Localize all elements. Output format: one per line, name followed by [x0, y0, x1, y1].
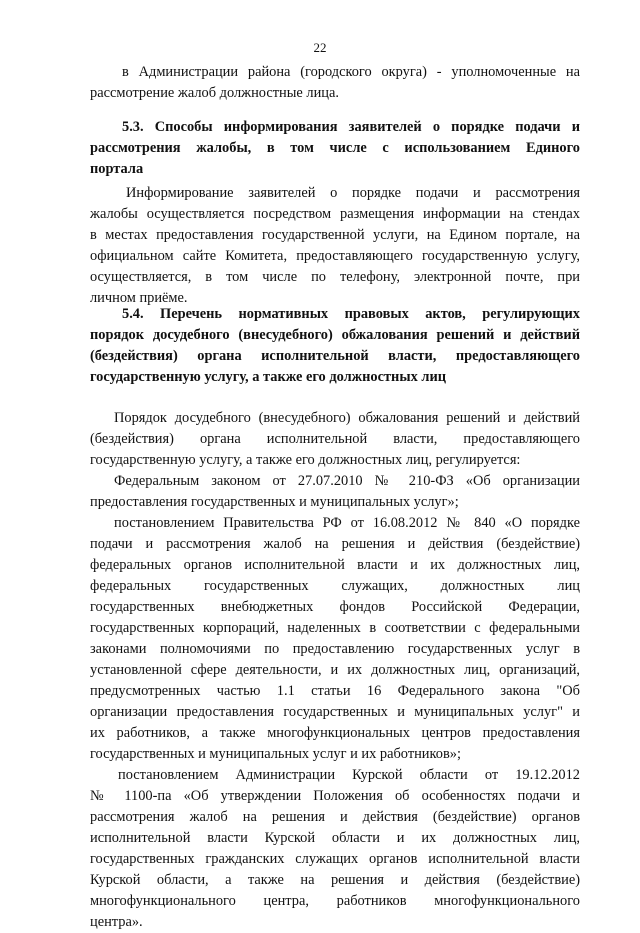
text-line: официальном сайте Комитета, предоставляющего государственную услугу, [90, 248, 580, 264]
text-line: № 1100-па «Об утверждении Положения об особенностях подачи и [90, 788, 580, 804]
text-line: рассмотрение жалоб должностные лица. [90, 85, 339, 101]
text-line: постановлением Правительства РФ от 16.08.2012 № 840 «О порядке [114, 515, 580, 531]
text-line: государственную услугу, а также его должностных лиц, регулируется: [90, 452, 521, 468]
heading-line: порядок досудебного (внесудебного) обжалования решений и действий [90, 327, 580, 343]
text-line: федеральных государственных служащих, должностных лиц [90, 578, 580, 594]
text-line: государственных гражданских служащих органов исполнительной власти [90, 851, 580, 867]
text-line: государственных корпораций, наделенных в соответствии с федеральными [90, 620, 580, 636]
text-line: государственных внебюджетных фондов Российской Федерации, [90, 599, 580, 615]
text-line: рассмотрения жалоб на решения и действия (бездействие) органов [90, 809, 580, 825]
text-line: организации предоставления государственных и муниципальных услуг" и [90, 704, 580, 720]
heading-line: портала [90, 161, 144, 177]
section-5-4-heading [90, 304, 580, 388]
heading-line: (бездействия) органа исполнительной власти, предоставляющего [90, 348, 580, 364]
text-line: в местах предоставления государственной услуги, на Едином портале, на [90, 227, 580, 243]
text-line: Порядок досудебного (внесудебного) обжалования решений и действий [114, 410, 580, 426]
text-line: их работников, а также многофункциональных центров предоставления [90, 725, 580, 741]
text-line: Федеральным законом от 27.07.2010 № 210-ФЗ «Об организации [114, 473, 580, 489]
text-line: федеральных органов исполнительной власти и их должностных лиц, [90, 557, 580, 573]
text-line: в Администрации района (городского округа) - уполномоченные на [122, 64, 580, 80]
text-line: постановлением Администрации Курской области от 19.12.2012 [118, 767, 580, 783]
page-number: 22 [313, 40, 327, 55]
heading-line: 5.3. Способы информирования заявителей о порядке подачи и [122, 119, 580, 135]
text-line: Информирование заявителей о порядке подачи и рассмотрения [126, 185, 580, 201]
section-5-3-heading [90, 117, 580, 180]
text-line: государственных и муниципальных услуг и их работников»; [90, 746, 461, 762]
heading-line: 5.4. Перечень нормативных правовых актов, регулирующих [122, 306, 580, 322]
text-line: (бездействия) органа исполнительной власти, предоставляющего [90, 431, 580, 447]
text-line: жалобы осуществляется посредством размещения информации на стендах [90, 206, 580, 222]
text-line: предусмотренных частью 1.1 статьи 16 Федерального закона "Об [90, 683, 580, 699]
text-line: предоставления государственных и муниципальных услуг»; [90, 494, 459, 510]
text-line: центра». [90, 914, 143, 930]
text-line: законами полномочиями по предоставлению государственных услуг в [90, 641, 580, 657]
heading-line: рассмотрения жалобы, в том числе с использованием Единого [90, 140, 580, 156]
text-line: многофункционального центра, работников многофункционального [90, 893, 580, 909]
section-5-3-body [90, 183, 580, 309]
heading-line: государственную услугу, а также его должностных лиц [90, 369, 447, 385]
intro-paragraph [90, 62, 580, 104]
text-line: установленной сфере деятельности, и их должностных лиц, организаций, [90, 662, 580, 678]
text-line: личном приёме. [90, 290, 188, 306]
text-line: Курской области, а также на решения и действия (бездействие) [90, 872, 580, 888]
text-line: исполнительной власти Курской области и их должностных лиц, [90, 830, 580, 846]
text-line: подачи и рассмотрения жалоб на решения и действия (бездействие) [90, 536, 580, 552]
text-line: осуществляется, в том числе по телефону, электронной почте, при [90, 269, 580, 285]
section-5-4-body [90, 408, 580, 933]
